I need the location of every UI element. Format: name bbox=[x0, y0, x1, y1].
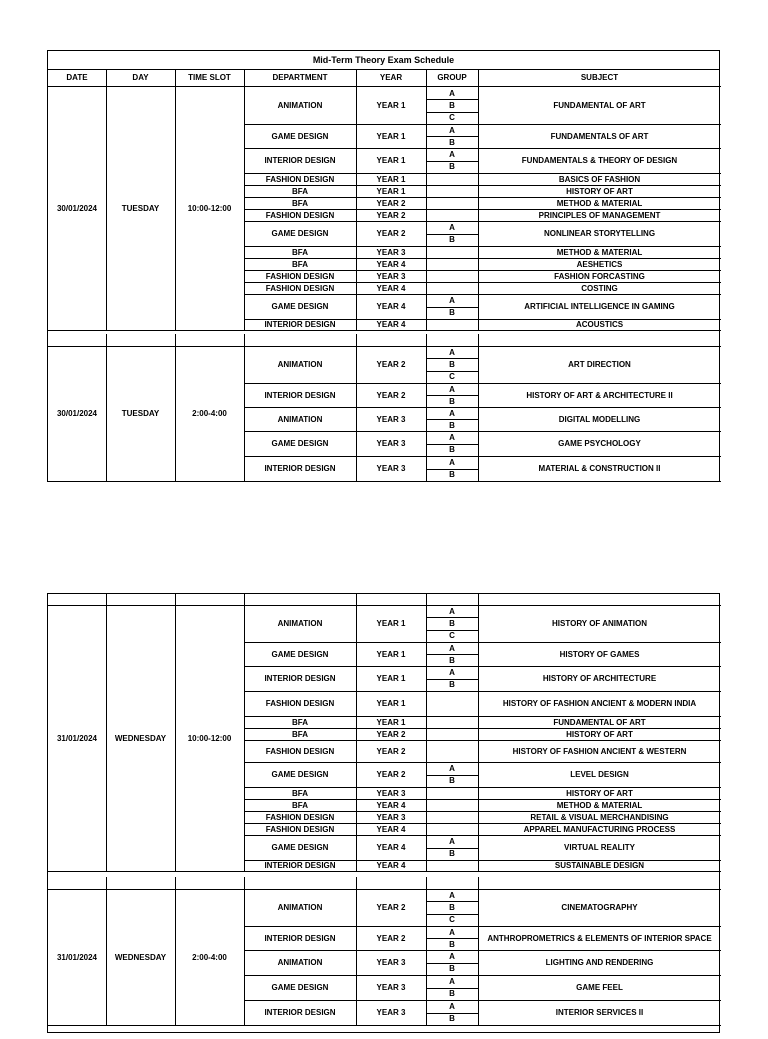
year: YEAR 2 bbox=[376, 229, 406, 238]
subject: BASICS OF FASHION bbox=[558, 174, 641, 184]
column-divider bbox=[175, 889, 176, 1025]
year: YEAR 3 bbox=[376, 271, 406, 281]
department: INTERIOR DESIGN bbox=[264, 464, 336, 473]
year: YEAR 3 bbox=[376, 1008, 406, 1017]
subject: LIGHTING AND RENDERING bbox=[545, 958, 654, 967]
column-divider bbox=[356, 877, 357, 889]
subject: RETAIL & VISUAL MERCHANDISING bbox=[530, 812, 669, 822]
subject: CINEMATOGRAPHY bbox=[561, 903, 638, 912]
subject: COSTING bbox=[581, 283, 618, 293]
year: YEAR 4 bbox=[376, 283, 406, 293]
group-label: B bbox=[449, 618, 455, 628]
department: ANIMATION bbox=[277, 360, 323, 369]
department: FASHION DESIGN bbox=[265, 824, 335, 834]
department: INTERIOR DESIGN bbox=[264, 320, 336, 329]
department: INTERIOR DESIGN bbox=[264, 390, 336, 400]
year: YEAR 3 bbox=[376, 812, 406, 822]
year: YEAR 1 bbox=[376, 131, 406, 141]
subject: HISTORY OF GAMES bbox=[559, 649, 640, 659]
subject: DIGITAL MODELLING bbox=[558, 414, 641, 424]
department: ANIMATION bbox=[277, 958, 323, 967]
group-label: A bbox=[449, 976, 455, 986]
department: ANIMATION bbox=[277, 903, 323, 912]
block-30-01-morning bbox=[48, 87, 721, 334]
year: YEAR 1 bbox=[376, 186, 406, 196]
group-label: A bbox=[449, 88, 455, 98]
year: YEAR 4 bbox=[376, 861, 406, 870]
subject: APPAREL MANUFACTURING PROCESS bbox=[523, 824, 676, 834]
department: BFA bbox=[292, 198, 308, 208]
block-31-01-afternoon bbox=[48, 889, 721, 1039]
subject: ART DIRECTION bbox=[568, 360, 631, 369]
group-label: A bbox=[449, 763, 455, 773]
subject: MATERIAL & CONSTRUCTION II bbox=[538, 464, 661, 473]
column-header: DEPARTMENT bbox=[272, 73, 328, 82]
header-row bbox=[48, 69, 721, 87]
group-label: A bbox=[449, 606, 455, 616]
exam-date: 31/01/2024 bbox=[56, 733, 98, 743]
year: YEAR 1 bbox=[376, 101, 406, 110]
group-label: A bbox=[449, 295, 455, 305]
year: YEAR 4 bbox=[376, 320, 406, 329]
group-label: B bbox=[449, 939, 455, 949]
separator-row bbox=[48, 877, 721, 889]
subject: METHOD & MATERIAL bbox=[556, 198, 643, 208]
column-divider bbox=[426, 334, 427, 346]
column-divider bbox=[106, 605, 107, 871]
row-divider bbox=[426, 1013, 478, 1014]
group-label: B bbox=[449, 655, 455, 665]
group-label: A bbox=[449, 951, 455, 961]
column-divider bbox=[244, 877, 245, 889]
exam-day: TUESDAY bbox=[121, 409, 160, 418]
department: INTERIOR DESIGN bbox=[264, 1008, 336, 1017]
subject: HISTORY OF ART bbox=[566, 729, 633, 739]
group-label: A bbox=[449, 125, 455, 135]
column-header: DAY bbox=[132, 73, 149, 82]
year: YEAR 2 bbox=[376, 903, 406, 912]
column-divider bbox=[106, 889, 107, 1025]
row-divider bbox=[426, 775, 478, 776]
subject: HISTORY OF FASHION ANCIENT & MODERN INDIA bbox=[502, 699, 697, 708]
column-divider bbox=[175, 594, 176, 605]
column-divider bbox=[175, 877, 176, 889]
year: YEAR 2 bbox=[376, 390, 406, 400]
year: YEAR 1 bbox=[376, 649, 406, 659]
department: GAME DESIGN bbox=[271, 983, 329, 992]
row-divider bbox=[426, 654, 478, 655]
row-divider bbox=[426, 963, 478, 964]
group-label: A bbox=[449, 927, 455, 937]
row-divider bbox=[426, 848, 478, 849]
row-divider bbox=[48, 481, 721, 482]
year: YEAR 1 bbox=[376, 156, 406, 165]
row-divider bbox=[426, 419, 478, 420]
year: YEAR 3 bbox=[376, 464, 406, 473]
subject: METHOD & MATERIAL bbox=[556, 800, 643, 810]
column-divider bbox=[106, 877, 107, 889]
department: FASHION DESIGN bbox=[265, 746, 335, 756]
group-label: A bbox=[449, 149, 455, 159]
subject: HISTORY OF FASHION ANCIENT & WESTERN bbox=[512, 746, 687, 756]
column-divider bbox=[106, 346, 107, 481]
subject: ARTIFICIAL INTELLIGENCE IN GAMING bbox=[524, 302, 675, 311]
subject: INTERIOR SERVICES II bbox=[555, 1008, 644, 1017]
row-divider bbox=[426, 444, 478, 445]
year: YEAR 3 bbox=[376, 247, 406, 257]
subject: ANTHROPROMETRICS & ELEMENTS OF INTERIOR SPACE bbox=[487, 933, 712, 943]
department: INTERIOR DESIGN bbox=[264, 156, 336, 165]
department: BFA bbox=[292, 247, 308, 257]
year: YEAR 3 bbox=[376, 788, 406, 798]
year: YEAR 2 bbox=[376, 746, 406, 756]
row-divider bbox=[426, 136, 478, 137]
subject: HISTORY OF ARCHITECTURE bbox=[542, 674, 657, 683]
row-divider bbox=[426, 617, 478, 618]
department: BFA bbox=[292, 186, 308, 196]
department: GAME DESIGN bbox=[271, 131, 329, 141]
time-slot: 10:00-12:00 bbox=[187, 733, 232, 743]
group-label: B bbox=[449, 162, 455, 172]
year: YEAR 2 bbox=[376, 210, 406, 220]
department: BFA bbox=[292, 800, 308, 810]
row-divider bbox=[426, 395, 478, 396]
subject: PRINCIPLES OF MANAGEMENT bbox=[538, 210, 661, 220]
row-divider bbox=[426, 371, 478, 372]
group-label: C bbox=[449, 113, 455, 123]
row-divider bbox=[426, 630, 478, 631]
row-divider bbox=[426, 938, 478, 939]
group-label: B bbox=[449, 902, 455, 912]
exam-schedule-table-2 bbox=[47, 593, 720, 1033]
department: INTERIOR DESIGN bbox=[264, 861, 336, 870]
group-label: A bbox=[449, 643, 455, 653]
year: YEAR 3 bbox=[376, 439, 406, 448]
subject: VIRTUAL REALITY bbox=[564, 843, 635, 852]
exam-date: 30/01/2024 bbox=[56, 409, 98, 418]
group-label: B bbox=[449, 235, 455, 245]
department: INTERIOR DESIGN bbox=[264, 933, 336, 943]
block-31-01-morning bbox=[48, 605, 721, 877]
group-label: A bbox=[449, 836, 455, 846]
row-divider bbox=[426, 161, 478, 162]
year: YEAR 2 bbox=[376, 770, 406, 779]
row-divider bbox=[48, 871, 721, 872]
department: FASHION DESIGN bbox=[265, 283, 335, 293]
subject: HISTORY OF ANIMATION bbox=[552, 619, 647, 628]
department: INTERIOR DESIGN bbox=[264, 674, 336, 683]
column-divider bbox=[244, 594, 245, 605]
group-label: A bbox=[449, 408, 455, 418]
department: BFA bbox=[292, 717, 308, 727]
subject: HISTORY OF ART bbox=[566, 186, 633, 196]
group-label: B bbox=[449, 445, 455, 455]
department: ANIMATION bbox=[277, 619, 323, 628]
department: ANIMATION bbox=[277, 414, 323, 424]
subject: LEVEL DESIGN bbox=[570, 770, 629, 779]
time-slot: 10:00-12:00 bbox=[187, 204, 232, 213]
year: YEAR 3 bbox=[376, 983, 406, 992]
year: YEAR 2 bbox=[376, 198, 406, 208]
department: GAME DESIGN bbox=[271, 770, 329, 779]
subject: HISTORY OF ART bbox=[566, 788, 633, 798]
row-divider bbox=[48, 1025, 721, 1026]
group-label: B bbox=[449, 396, 455, 406]
department: BFA bbox=[292, 259, 308, 269]
block-30-01-afternoon bbox=[48, 346, 721, 482]
column-divider bbox=[478, 334, 479, 346]
subject: HISTORY OF ART & ARCHITECTURE II bbox=[526, 390, 673, 400]
time-slot: 2:00-4:00 bbox=[192, 952, 227, 962]
subject: FUNDAMENTAL OF ART bbox=[553, 717, 646, 727]
column-divider bbox=[106, 334, 107, 346]
column-divider bbox=[175, 87, 176, 330]
subject: FUNDAMENTAL OF ART bbox=[553, 101, 646, 110]
exam-date: 31/01/2024 bbox=[56, 952, 98, 962]
department: FASHION DESIGN bbox=[265, 699, 335, 708]
column-divider bbox=[356, 334, 357, 346]
group-label: A bbox=[449, 457, 455, 467]
department: FASHION DESIGN bbox=[265, 812, 335, 822]
year: YEAR 4 bbox=[376, 259, 406, 269]
row-divider bbox=[426, 679, 478, 680]
column-divider bbox=[175, 334, 176, 346]
group-label: B bbox=[449, 776, 455, 786]
department: GAME DESIGN bbox=[271, 439, 329, 448]
subject: SUSTAINABLE DESIGN bbox=[554, 861, 645, 870]
group-label: C bbox=[449, 372, 455, 382]
group-label: B bbox=[449, 308, 455, 318]
subject: GAME FEEL bbox=[576, 983, 623, 992]
separator-row bbox=[48, 334, 721, 346]
table-title: Mid-Term Theory Exam Schedule bbox=[48, 51, 719, 70]
row-divider bbox=[426, 988, 478, 989]
row-divider bbox=[426, 914, 478, 915]
exam-day: WEDNESDAY bbox=[114, 733, 167, 743]
exam-day: WEDNESDAY bbox=[114, 952, 167, 962]
year: YEAR 3 bbox=[376, 958, 406, 967]
year: YEAR 4 bbox=[376, 824, 406, 834]
column-divider bbox=[356, 594, 357, 605]
subject: AESHETICS bbox=[576, 259, 623, 269]
department: GAME DESIGN bbox=[271, 229, 329, 238]
group-label: B bbox=[449, 137, 455, 147]
department: BFA bbox=[292, 788, 308, 798]
row-divider bbox=[426, 469, 478, 470]
group-label: A bbox=[449, 222, 455, 232]
row-divider bbox=[48, 330, 721, 331]
year: YEAR 1 bbox=[376, 717, 406, 727]
group-label: A bbox=[449, 890, 455, 900]
group-label: B bbox=[449, 680, 455, 690]
subject: FUNDAMENTALS & THEORY OF DESIGN bbox=[521, 156, 678, 165]
group-label: A bbox=[449, 384, 455, 394]
column-divider bbox=[175, 605, 176, 871]
group-label: B bbox=[449, 100, 455, 110]
subject: FASHION FORCASTING bbox=[554, 271, 645, 281]
department: ANIMATION bbox=[277, 101, 323, 110]
column-header: GROUP bbox=[437, 73, 467, 82]
row-divider bbox=[426, 358, 478, 359]
row-divider bbox=[426, 307, 478, 308]
column-divider bbox=[175, 346, 176, 481]
group-label: B bbox=[449, 420, 455, 430]
group-label: A bbox=[449, 432, 455, 442]
department: GAME DESIGN bbox=[271, 649, 329, 659]
year: YEAR 2 bbox=[376, 729, 406, 739]
column-divider bbox=[426, 594, 427, 605]
year: YEAR 2 bbox=[376, 360, 406, 369]
time-slot: 2:00-4:00 bbox=[192, 409, 227, 418]
year: YEAR 1 bbox=[376, 174, 406, 184]
column-header: SUBJECT bbox=[580, 73, 619, 82]
subject: METHOD & MATERIAL bbox=[556, 247, 643, 257]
subject: ACOUSTICS bbox=[575, 320, 624, 329]
subject: GAME PSYCHOLOGY bbox=[558, 439, 641, 448]
group-label: B bbox=[449, 989, 455, 999]
department: FASHION DESIGN bbox=[265, 174, 335, 184]
blank-header-row bbox=[48, 594, 721, 605]
group-label: A bbox=[449, 1001, 455, 1011]
year: YEAR 1 bbox=[376, 699, 406, 708]
group-label: B bbox=[449, 964, 455, 974]
column-divider bbox=[106, 594, 107, 605]
group-label: B bbox=[449, 1014, 455, 1024]
column-header: TIME SLOT bbox=[188, 73, 231, 82]
year: YEAR 2 bbox=[376, 933, 406, 943]
year: YEAR 4 bbox=[376, 800, 406, 810]
department: FASHION DESIGN bbox=[265, 271, 335, 281]
column-header: DATE bbox=[66, 73, 88, 82]
column-divider bbox=[244, 334, 245, 346]
year: YEAR 4 bbox=[376, 843, 406, 852]
column-header: YEAR bbox=[379, 73, 403, 82]
column-divider bbox=[106, 87, 107, 330]
column-divider bbox=[478, 877, 479, 889]
column-divider bbox=[426, 877, 427, 889]
column-divider bbox=[478, 594, 479, 605]
group-label: A bbox=[449, 347, 455, 357]
subject: FUNDAMENTALS OF ART bbox=[550, 131, 649, 141]
year: YEAR 4 bbox=[376, 302, 406, 311]
exam-schedule-table-1 bbox=[47, 50, 720, 482]
group-label: B bbox=[449, 359, 455, 369]
department: GAME DESIGN bbox=[271, 843, 329, 852]
group-label: C bbox=[449, 631, 455, 641]
subject: NONLINEAR STORYTELLING bbox=[543, 229, 656, 238]
department: GAME DESIGN bbox=[271, 302, 329, 311]
year: YEAR 1 bbox=[376, 619, 406, 628]
exam-day: TUESDAY bbox=[121, 204, 160, 213]
row-divider bbox=[426, 99, 478, 100]
group-label: B bbox=[449, 470, 455, 480]
group-label: B bbox=[449, 849, 455, 859]
row-divider bbox=[426, 901, 478, 902]
group-label: A bbox=[449, 667, 455, 677]
exam-date: 30/01/2024 bbox=[56, 204, 98, 213]
row-divider bbox=[426, 112, 478, 113]
year: YEAR 3 bbox=[376, 414, 406, 424]
department: BFA bbox=[292, 729, 308, 739]
group-label: C bbox=[449, 915, 455, 925]
row-divider bbox=[426, 234, 478, 235]
department: FASHION DESIGN bbox=[265, 210, 335, 220]
year: YEAR 1 bbox=[376, 674, 406, 683]
